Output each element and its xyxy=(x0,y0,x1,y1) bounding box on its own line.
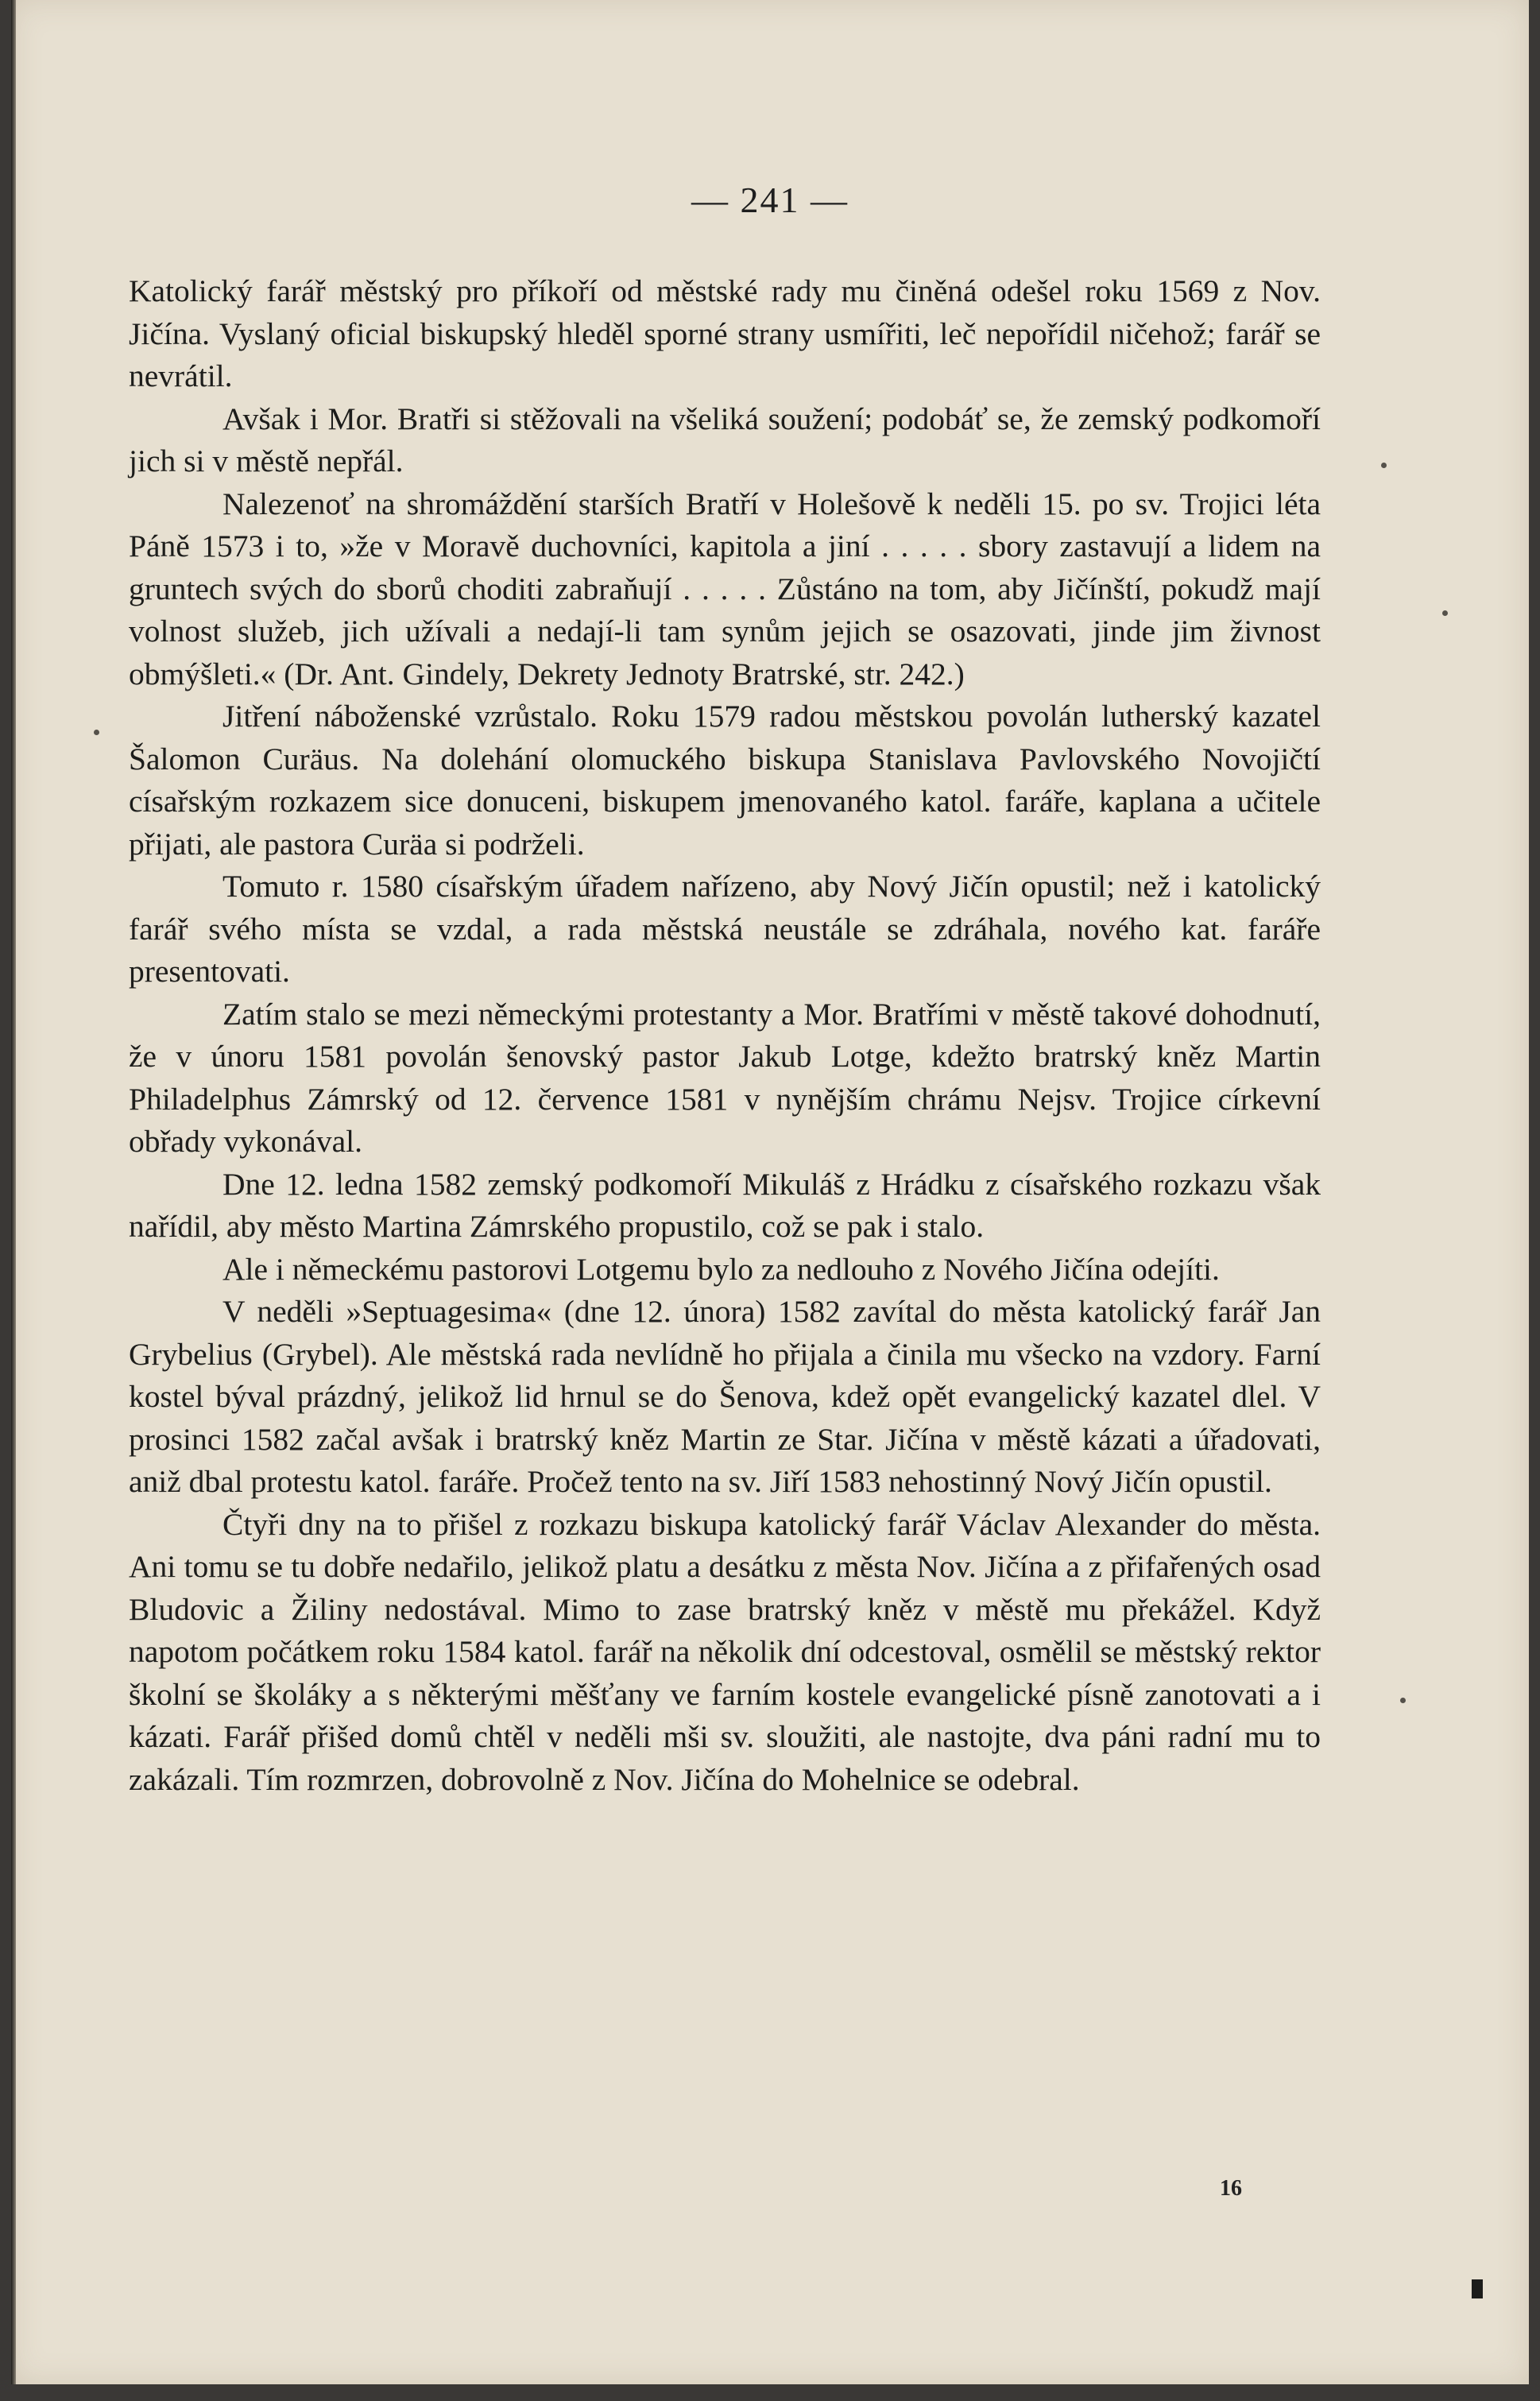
paragraph-9: V neděli »Septuagesima« (dne 12. února) 1582 zavítal do města katolický farář Jan Grybelius (Grybel). Ale městská rada nevlídně ho přijala a činila mu všecko na vzdory. Farní kostel býval prázdný, jelikož lid hrnul se do Šenova, kdež opět evangelický kazatel dlel. V prosinci 1582 začal avšak i bratrský kněz Martin ze Star. Jičína v městě kázati a úřadovati, aniž dbal protestu katol. faráře. Pročež tento na sv. Jiří 1583 nehostinný Nový Jičín opustil. xyxy=(129,1294,1321,1499)
speck-mark xyxy=(1381,463,1387,468)
signature-mark: 16 xyxy=(1220,2176,1242,2201)
book-spine-edge xyxy=(11,0,16,2384)
paragraph-5: Tomuto r. 1580 císařským úřadem nařízeno, aby Nový Jičín opustil; než i katolický farář svého místa se vzdal, a rada městská neustále se zdráhala, nového kat. faráře presentovati. xyxy=(129,869,1321,989)
speck-mark xyxy=(1400,1698,1406,1703)
paragraph-2: Avšak i Mor. Bratři si stěžovali na všeliká soužení; podobáť se, že zemský podkomoří jich si v městě nepřál. xyxy=(129,401,1321,478)
paragraph-8: Ale i německému pastorovi Lotgemu bylo za nedlouho z Nového Jičína odejíti. xyxy=(222,1251,1220,1287)
paragraph-6: Zatím stalo se mezi německými protestanty a Mor. Bratřími v městě takové dohodnutí, že v únoru 1581 povolán šenovský pastor Jakub Lotge, kdežto bratrský kněz Martin Philadelphus Zámrský od 12. července 1581 v nynějším chrámu Nejsv. Trojice církevní obřady vykonával. xyxy=(129,996,1321,1159)
page-text xyxy=(129,270,1321,1801)
page-number: — 241 — xyxy=(691,180,849,220)
speck-mark xyxy=(94,730,99,735)
paragraph-3: Nalezenoť na shromáždění starších Bratří v Holešově k neděli 15. po sv. Trojici léta Páně 1573 i to, »že v Moravě duchovníci, kapitola a jiní . . . . . sbory zastavují a lidem na gruntech svých do sborů choditi zabraňují . . . . . Zůstáno na tom, aby Jičínští, pokudž mají volnost služeb, jich užívali a nedají-li tam synům jejich se osazovati, jinde jim živnost obmýšleti.« (Dr. Ant. Gindely, Dekrety Jednoty Bratrské, str. 242.) xyxy=(129,486,1321,691)
paragraph-10: Čtyři dny na to přišel z rozkazu biskupa katolický farář Václav Alexander do města. Ani tomu se tu dobře nedařilo, jelikož platu a desátku z města Nov. Jičína a z přifařených osad Bludovic a Žiliny nedostával. Mimo to zase bratrský kněz v městě mu překážel. Když napotom počátkem roku 1584 katol. farář na několik dní odcestoval, osmělil se městský rektor školní se školáky a s některými měšťany ve farním kostele evangelické písně zanotovati a i kázati. Farář přišed domů chtěl v neděli mši sv. sloužiti, ale nastojte, dva páni radní mu to zakázali. Tím rozmrzen, dobrovolně z Nov. Jičína do Mohelnice se odebral. xyxy=(129,1506,1321,1797)
paragraph-1: Katolický farář městský pro příkoří od městské rady mu činěná odešel roku 1569 z Nov. Jičína. Vyslaný oficial biskupský hleděl sporné strany usmířiti, leč nepořídil ničehož; farář se nevrátil. xyxy=(129,273,1321,393)
paragraph-4: Jitření náboženské vzrůstalo. Roku 1579 radou městskou povolán lutherský kazatel Šalomon Curäus. Na dolehání olomuckého biskupa Stanislava Pavlovského Novojičtí císařským rozkazem sice donuceni, biskupem jmenovaného katol. faráře, kaplana a učitele přijati, ale pastora Curäa si podrželi. xyxy=(129,699,1321,862)
paragraph-7: Dne 12. ledna 1582 zemský podkomoří Mikuláš z Hrádku z císařského rozkazu však nařídil, aby město Martina Zámrského propustilo, což se pak i stalo. xyxy=(129,1166,1321,1244)
speck-mark xyxy=(1442,610,1448,616)
page-edge-mark xyxy=(1472,2279,1483,2298)
